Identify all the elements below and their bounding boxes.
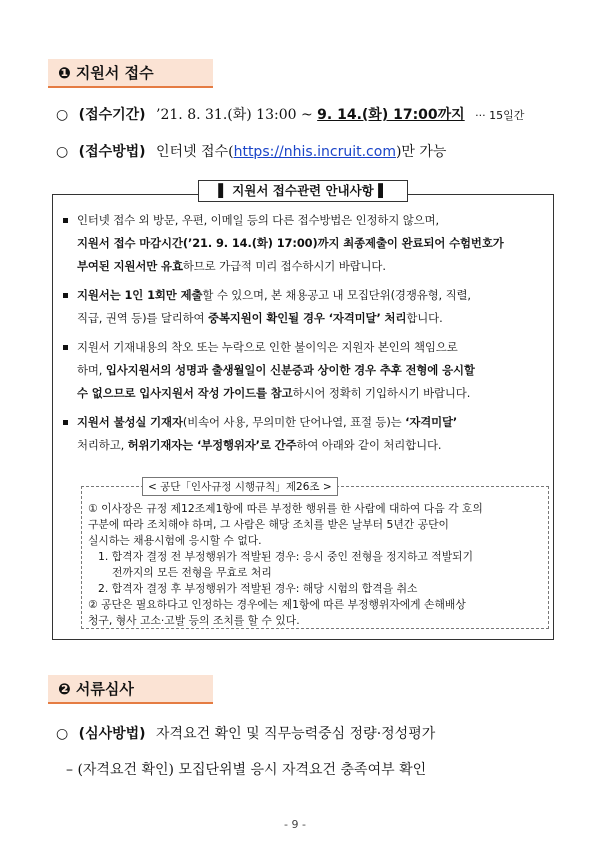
notice-text: 지원서 기재내용의 착오 또는 누락으로 인한 불이익은 지원자 본인의 책임으로 (77, 340, 458, 354)
application-period-line (56, 104, 524, 124)
application-url-link[interactable]: https://nhis.incruit.com (233, 144, 396, 160)
rule-line: ② 공단은 필요하다고 인정하는 경우에는 제1항에 따른 부정행위자에게 손해배상 (88, 598, 466, 611)
eligibility-check-line: – (자격요건 확인) 모집단위별 응시 자격요건 충족여부 확인 (66, 762, 427, 778)
notice-text: 하므로 가급적 미리 접수하시기 바랍니다. (182, 259, 386, 273)
square-bullet (63, 345, 68, 350)
notice-text: 하시어 정확히 기입하시기 바랍니다. (292, 386, 471, 400)
notice-text: 하여 아래와 같이 처리합니다. (296, 438, 442, 452)
method-suffix: )만 가능 (395, 144, 447, 160)
rule-line: 실시하는 채용시험에 응시할 수 없다. (88, 534, 262, 547)
notice-text: 할 수 있으며, 본 채용공고 내 모집단위(경쟁유형, 직렬, (202, 288, 471, 302)
notice-text: 합니다. (406, 311, 443, 325)
rule-line: 전까지의 모든 전형을 무효로 처리 (112, 566, 272, 579)
review-method-line (56, 723, 435, 743)
notice-box (52, 194, 554, 640)
notice-text: 입사지원서의 성명과 출생월일이 신분증과 상이한 경우 추후 전형에 응시할 (105, 363, 475, 377)
page-number: - 9 - (284, 818, 306, 831)
rule-title: < 공단「인사규정 시행규칙」제26조 > (142, 477, 338, 496)
application-method-line (56, 141, 446, 161)
rule-line: 구분에 따라 조치해야 하며, 그 사람은 해당 조치를 받은 날부터 5년간 공단이 (88, 518, 449, 531)
notice-text: (비속어 사용, 무의미한 단어나열, 표절 등)는 (182, 415, 406, 429)
notice-text: 허위기재자는 ‘부정행위자’로 간주 (127, 438, 297, 452)
rule-box (81, 481, 549, 629)
notice-text: ‘자격미달’ (405, 415, 458, 429)
method-prefix: 인터넷 접수( (156, 144, 234, 160)
square-bullet (63, 218, 68, 223)
notice-text: 부여된 지원서만 유효 (77, 259, 183, 273)
rule-line: 청구, 형사 고소·고발 등의 조치를 할 수 있다. (88, 614, 300, 627)
circle-marker: ○ (56, 726, 69, 742)
circle-marker: ○ (56, 107, 69, 123)
square-bullet (63, 420, 68, 425)
notice-text: 인터넷 접수 외 방문, 우편, 이메일 등의 다른 접수방법은 인정하지 않으며, (77, 213, 439, 227)
section-title: ❷ 서류심사 (58, 680, 134, 698)
notice-text: 지원서 불성실 기재자 (77, 415, 183, 429)
notice-title: ▌ 지원서 접수관련 안내사항 ▌ (198, 180, 408, 202)
review-method-label: (심사방법) (78, 726, 146, 742)
notice-text: 수 없으므로 입사지원서 작성 가이드를 참고 (77, 386, 293, 400)
notice-text: 지원서는 1인 1회만 제출 (77, 288, 203, 302)
section-header-document-review (48, 675, 213, 704)
review-method-text: 자격요건 확인 및 직무능력중심 정량·정성평가 (156, 726, 436, 742)
notice-text: 지원서 접수 마감시간(’21. 9. 14.(화) 17:00)까지 최종제출이 완료되어 수험번호가 (77, 236, 504, 250)
period-start: ’21. 8. 31.(화) 13:00 ~ (156, 107, 318, 123)
period-end: 9. 14.(화) 17:00까지 (317, 107, 465, 123)
notice-text: 하며, (77, 363, 106, 377)
rule-line: 2. 합격자 결정 후 부정행위가 적발된 경우: 해당 시험의 합격을 취소 (98, 582, 418, 595)
rule-line: 1. 합격자 결정 전 부정행위가 적발된 경우: 응시 중인 전형을 정지하고 적발되기 (98, 550, 474, 563)
notice-text: 직급, 권역 등)를 달리하여 (77, 311, 208, 325)
notice-text: 처리하고, (77, 438, 128, 452)
rule-line: ① 이사장은 규정 제12조제1항에 따른 부정한 행위를 한 사람에 대하여 다음 각 호의 (88, 502, 483, 515)
notice-text: 중복지원이 확인될 경우 ‘자격미달’ 처리 (207, 311, 407, 325)
circle-marker: ○ (56, 144, 69, 160)
section-header-application (48, 59, 213, 88)
method-label: (접수방법) (78, 144, 146, 160)
period-duration: ··· 15일간 (475, 109, 525, 122)
square-bullet (63, 293, 68, 298)
period-label: (접수기간) (78, 107, 146, 123)
section-title: ❶ 지원서 접수 (58, 64, 154, 82)
